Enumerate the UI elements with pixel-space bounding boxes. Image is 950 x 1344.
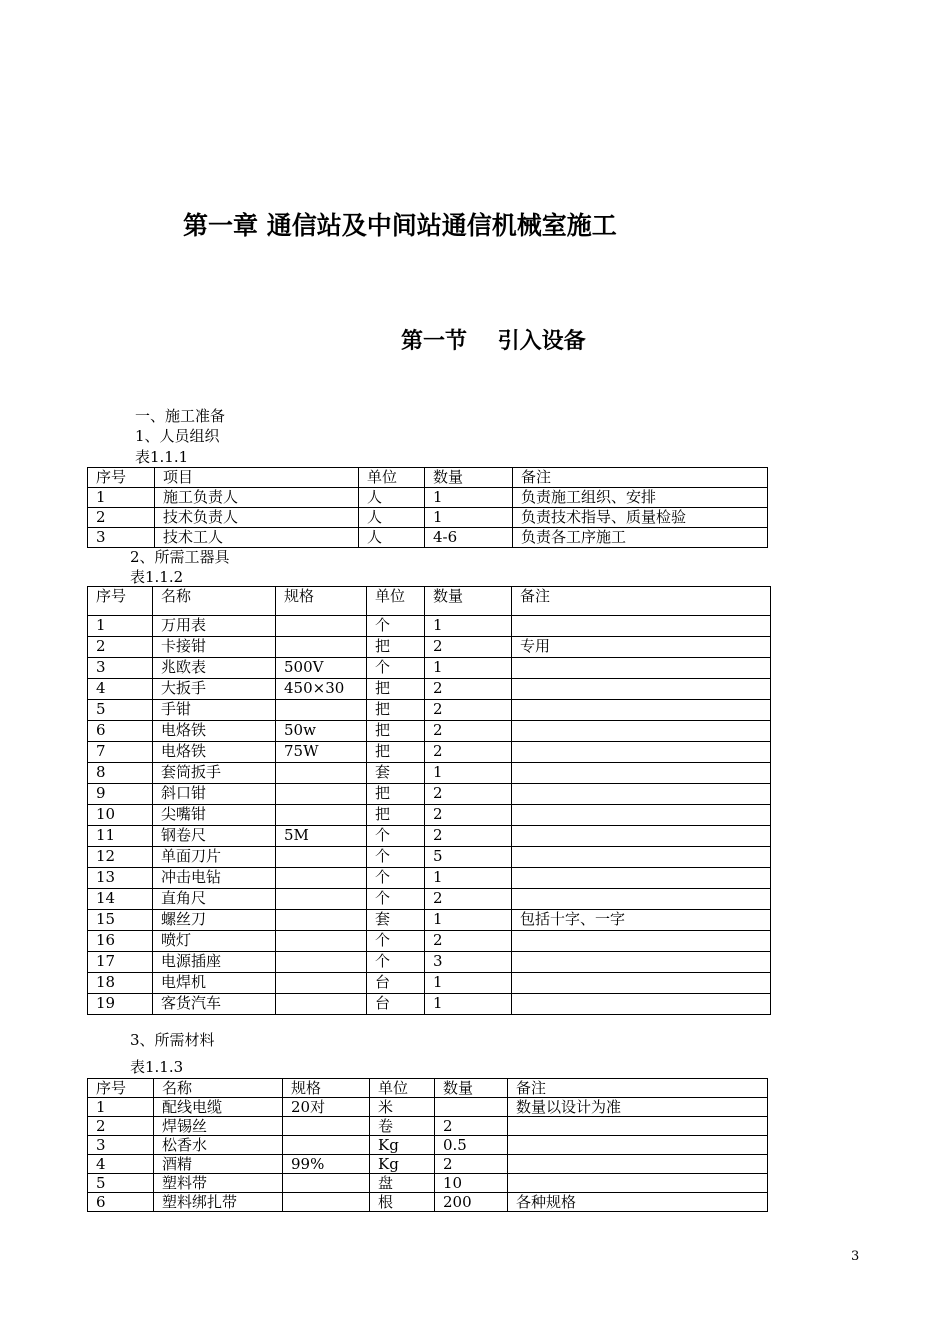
table-cell: 99%	[283, 1155, 370, 1174]
table-cell	[512, 658, 771, 679]
table-cell: 1	[425, 868, 512, 889]
table-cell: 个	[367, 889, 425, 910]
table-cell	[276, 910, 367, 931]
tools-table	[87, 586, 771, 1015]
table-cell: 10	[435, 1174, 508, 1193]
personnel-table-caption: 表1.1.1	[135, 448, 189, 466]
table-cell: 1	[425, 763, 512, 784]
table-header-cell: 备注	[513, 468, 768, 488]
table-cell: 2	[88, 637, 153, 658]
table-cell: 3	[425, 952, 512, 973]
table-cell: 尖嘴钳	[153, 805, 276, 826]
table-cell: 2	[435, 1117, 508, 1136]
table-cell: 2	[435, 1155, 508, 1174]
table-row	[88, 488, 768, 508]
table-cell: 人	[359, 528, 425, 548]
table-cell: 11	[88, 826, 153, 847]
table-cell: 18	[88, 973, 153, 994]
table-row	[88, 931, 771, 952]
personnel-heading: 1、人员组织	[135, 427, 220, 445]
table-header-cell: 名称	[153, 587, 276, 616]
table-cell: 2	[425, 889, 512, 910]
table-cell	[512, 847, 771, 868]
materials-table-caption: 表1.1.3	[130, 1058, 184, 1076]
table-cell	[508, 1155, 768, 1174]
table-cell: 7	[88, 742, 153, 763]
table-cell: 卷	[370, 1117, 435, 1136]
table-row	[88, 658, 771, 679]
table-cell: 9	[88, 784, 153, 805]
table-row	[88, 1098, 768, 1117]
tools-heading: 2、所需工器具	[130, 548, 230, 566]
table-header-cell: 项目	[155, 468, 359, 488]
table-cell: 个	[367, 868, 425, 889]
table-row	[88, 742, 771, 763]
table-cell: Kg	[370, 1136, 435, 1155]
table-cell: 1	[88, 616, 153, 637]
table-cell: 1	[425, 488, 513, 508]
table-cell: 把	[367, 805, 425, 826]
table-row	[88, 1174, 768, 1193]
table-cell: 套	[367, 763, 425, 784]
table-cell	[276, 931, 367, 952]
table-cell: 套筒扳手	[153, 763, 276, 784]
table-cell: 个	[367, 847, 425, 868]
table-cell: 19	[88, 994, 153, 1015]
table-cell: 5M	[276, 826, 367, 847]
table-row	[88, 1193, 768, 1212]
table-header-cell: 数量	[425, 587, 512, 616]
table-row	[88, 528, 768, 548]
table-cell: 酒精	[154, 1155, 283, 1174]
table-cell: 配线电缆	[154, 1098, 283, 1117]
table-cell: 把	[367, 637, 425, 658]
table-cell: 电烙铁	[153, 721, 276, 742]
table-cell	[512, 868, 771, 889]
table-cell: 个	[367, 931, 425, 952]
table-cell: 技术负责人	[155, 508, 359, 528]
table-cell: 焊锡丝	[154, 1117, 283, 1136]
table-cell	[512, 805, 771, 826]
table-cell: 人	[359, 508, 425, 528]
table-cell	[276, 616, 367, 637]
table-cell: 3	[88, 528, 155, 548]
table-row	[88, 889, 771, 910]
table-header-cell: 名称	[154, 1079, 283, 1098]
table-cell	[283, 1174, 370, 1193]
table-cell	[283, 1193, 370, 1212]
table-cell	[435, 1098, 508, 1117]
table-row	[88, 721, 771, 742]
table-cell: 2	[425, 931, 512, 952]
table-cell	[512, 994, 771, 1015]
table-header-cell: 单位	[367, 587, 425, 616]
table-header-row	[88, 1079, 768, 1098]
table-cell: 个	[367, 658, 425, 679]
table-cell: 个	[367, 616, 425, 637]
table-header-cell: 规格	[276, 587, 367, 616]
table-header-cell: 单位	[359, 468, 425, 488]
prep-heading: 一、施工准备	[135, 407, 226, 425]
materials-table	[87, 1078, 768, 1212]
table-cell: 塑料绑扎带	[154, 1193, 283, 1212]
table-cell: 负责各工序施工	[513, 528, 768, 548]
table-row	[88, 973, 771, 994]
table-row	[88, 826, 771, 847]
table-cell: 把	[367, 784, 425, 805]
table-cell	[276, 994, 367, 1015]
table-cell: 把	[367, 742, 425, 763]
table-cell: 各种规格	[508, 1193, 768, 1212]
table-row	[88, 1155, 768, 1174]
table-cell: 盘	[370, 1174, 435, 1193]
table-cell: 负责技术指导、质量检验	[513, 508, 768, 528]
table-cell: 2	[425, 679, 512, 700]
table-cell	[512, 700, 771, 721]
table-cell: 人	[359, 488, 425, 508]
table-cell	[276, 700, 367, 721]
table-cell	[512, 616, 771, 637]
table-cell: 500V	[276, 658, 367, 679]
table-cell: 2	[425, 637, 512, 658]
table-header-cell: 数量	[425, 468, 513, 488]
table-cell: 5	[88, 700, 153, 721]
table-row	[88, 1117, 768, 1136]
table-cell: 卡接钳	[153, 637, 276, 658]
table-cell	[508, 1174, 768, 1193]
table-cell: 套	[367, 910, 425, 931]
materials-heading: 3、所需材料	[130, 1031, 215, 1049]
table-cell: 单面刀片	[153, 847, 276, 868]
table-cell	[283, 1117, 370, 1136]
table-cell: 2	[425, 742, 512, 763]
table-cell: 15	[88, 910, 153, 931]
table-cell: 直角尺	[153, 889, 276, 910]
table-cell: 斜口钳	[153, 784, 276, 805]
table-cell	[276, 763, 367, 784]
table-cell	[512, 763, 771, 784]
table-cell	[276, 637, 367, 658]
table-header-cell: 序号	[88, 1079, 154, 1098]
table-cell: 客货汽车	[153, 994, 276, 1015]
tools-table-caption: 表1.1.2	[130, 568, 184, 586]
table-cell: 8	[88, 763, 153, 784]
table-cell: 台	[367, 973, 425, 994]
table-cell	[512, 952, 771, 973]
table-cell	[276, 805, 367, 826]
table-cell: 米	[370, 1098, 435, 1117]
table-row	[88, 763, 771, 784]
table-cell: 2	[425, 784, 512, 805]
table-cell: 4	[88, 1155, 154, 1174]
table-cell: 0.5	[435, 1136, 508, 1155]
table-row	[88, 952, 771, 973]
table-cell: 兆欧表	[153, 658, 276, 679]
table-row	[88, 508, 768, 528]
table-header-cell: 备注	[512, 587, 771, 616]
table-cell: 12	[88, 847, 153, 868]
table-cell: 螺丝刀	[153, 910, 276, 931]
table-cell: 17	[88, 952, 153, 973]
table-cell: 冲击电钻	[153, 868, 276, 889]
table-cell	[512, 973, 771, 994]
table-row	[88, 616, 771, 637]
table-cell	[508, 1136, 768, 1155]
table-cell: 3	[88, 658, 153, 679]
table-header-cell: 单位	[370, 1079, 435, 1098]
table-cell: 手钳	[153, 700, 276, 721]
table-row	[88, 847, 771, 868]
table-cell	[508, 1117, 768, 1136]
table-cell: 施工负责人	[155, 488, 359, 508]
table-cell: Kg	[370, 1155, 435, 1174]
table-cell	[276, 868, 367, 889]
section-title: 第一节 引入设备	[401, 329, 586, 354]
table-cell: 2	[88, 508, 155, 528]
table-cell: 技术工人	[155, 528, 359, 548]
table-cell: 6	[88, 721, 153, 742]
table-cell	[512, 784, 771, 805]
table-cell: 200	[435, 1193, 508, 1212]
table-cell: 塑料带	[154, 1174, 283, 1193]
table-cell: 20对	[283, 1098, 370, 1117]
table-cell: 75W	[276, 742, 367, 763]
table-cell: 1	[425, 658, 512, 679]
table-cell: 根	[370, 1193, 435, 1212]
table-cell: 16	[88, 931, 153, 952]
table-cell: 5	[88, 1174, 154, 1193]
table-row	[88, 784, 771, 805]
table-cell: 450×30	[276, 679, 367, 700]
table-cell: 松香水	[154, 1136, 283, 1155]
table-header-cell: 序号	[88, 468, 155, 488]
table-header-cell: 规格	[283, 1079, 370, 1098]
table-cell: 1	[425, 910, 512, 931]
table-cell: 14	[88, 889, 153, 910]
table-header-row	[88, 468, 768, 488]
table-row	[88, 805, 771, 826]
table-cell: 3	[88, 1136, 154, 1155]
table-cell: 大扳手	[153, 679, 276, 700]
table-cell: 把	[367, 700, 425, 721]
table-cell: 1	[88, 1098, 154, 1117]
table-row	[88, 637, 771, 658]
table-cell	[276, 952, 367, 973]
table-cell: 13	[88, 868, 153, 889]
table-cell: 10	[88, 805, 153, 826]
table-cell: 5	[425, 847, 512, 868]
table-cell: 电烙铁	[153, 742, 276, 763]
table-cell: 专用	[512, 637, 771, 658]
table-cell: 钢卷尺	[153, 826, 276, 847]
table-cell: 4	[88, 679, 153, 700]
table-cell: 负责施工组织、安排	[513, 488, 768, 508]
table-cell: 数量以设计为准	[508, 1098, 768, 1117]
table-cell: 电焊机	[153, 973, 276, 994]
table-row	[88, 679, 771, 700]
table-cell	[276, 784, 367, 805]
table-cell: 个	[367, 826, 425, 847]
table-cell: 50w	[276, 721, 367, 742]
table-cell: 2	[425, 721, 512, 742]
table-cell: 1	[425, 994, 512, 1015]
table-cell: 1	[425, 973, 512, 994]
table-cell: 万用表	[153, 616, 276, 637]
table-cell	[512, 742, 771, 763]
table-cell	[512, 931, 771, 952]
table-cell	[276, 889, 367, 910]
table-cell: 把	[367, 721, 425, 742]
table-cell: 喷灯	[153, 931, 276, 952]
table-cell	[276, 973, 367, 994]
table-cell	[276, 847, 367, 868]
table-row	[88, 910, 771, 931]
table-header-row	[88, 587, 771, 616]
table-cell: 1	[425, 616, 512, 637]
table-row	[88, 700, 771, 721]
table-cell	[512, 889, 771, 910]
table-cell	[283, 1136, 370, 1155]
page-number: 3	[851, 1249, 860, 1264]
table-cell: 1	[425, 508, 513, 528]
table-cell	[512, 826, 771, 847]
table-cell	[512, 679, 771, 700]
table-cell: 2	[425, 826, 512, 847]
table-cell: 包括十字、一字	[512, 910, 771, 931]
table-cell	[512, 721, 771, 742]
table-row	[88, 868, 771, 889]
table-cell: 台	[367, 994, 425, 1015]
table-cell: 把	[367, 679, 425, 700]
table-header-cell: 数量	[435, 1079, 508, 1098]
table-cell: 4-6	[425, 528, 513, 548]
table-cell: 2	[425, 805, 512, 826]
table-header-cell: 备注	[508, 1079, 768, 1098]
table-cell: 6	[88, 1193, 154, 1212]
personnel-table	[87, 467, 768, 548]
table-cell: 1	[88, 488, 155, 508]
table-cell: 2	[88, 1117, 154, 1136]
table-row	[88, 1136, 768, 1155]
table-cell: 个	[367, 952, 425, 973]
table-row	[88, 994, 771, 1015]
table-header-cell: 序号	[88, 587, 153, 616]
table-cell: 2	[425, 700, 512, 721]
chapter-title: 第一章 通信站及中间站通信机械室施工	[183, 211, 617, 240]
table-cell: 电源插座	[153, 952, 276, 973]
